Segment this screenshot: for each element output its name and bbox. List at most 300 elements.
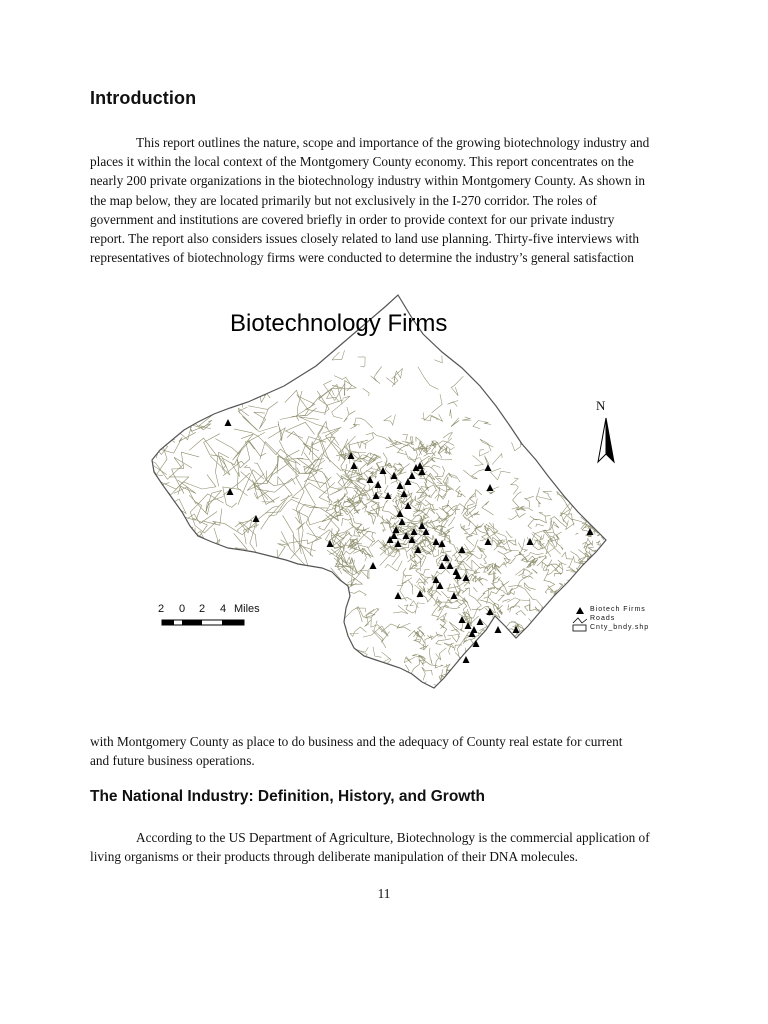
road-segment <box>573 578 581 584</box>
road-segment <box>528 432 540 442</box>
road-segment <box>556 674 563 686</box>
road-segment <box>341 493 346 499</box>
road-segment <box>297 522 313 556</box>
road-segment <box>215 381 233 405</box>
road-segment <box>593 454 598 470</box>
road-segment <box>553 475 561 482</box>
road-segment <box>595 560 603 573</box>
road-segment <box>438 447 443 454</box>
road-segment <box>593 583 594 591</box>
road-segment <box>506 531 513 537</box>
road-segment <box>587 586 597 597</box>
road-segment <box>458 491 466 498</box>
road-segment <box>385 561 402 571</box>
road-segment <box>544 646 556 652</box>
road-segment <box>585 667 587 669</box>
road-segment <box>492 454 502 465</box>
road-segment <box>431 490 436 498</box>
road-segment <box>579 547 589 557</box>
road-segment <box>343 608 366 628</box>
road-segment <box>469 662 473 671</box>
road-segment <box>358 647 368 652</box>
road-segment <box>508 515 518 520</box>
road-segment <box>585 377 593 384</box>
road-segment <box>150 514 172 539</box>
road-segment <box>372 532 375 542</box>
road-segment <box>539 641 552 647</box>
biotech-firm-marker <box>399 518 406 525</box>
road-segment <box>584 634 591 642</box>
road-segment <box>510 654 512 657</box>
road-segment <box>552 624 570 630</box>
road-segment <box>558 485 569 494</box>
road-segment <box>238 408 248 416</box>
road-segment <box>156 489 170 506</box>
road-segment <box>530 516 546 523</box>
intro-paragraph <box>90 133 680 267</box>
road-segment <box>491 690 500 696</box>
biotech-firm-marker <box>370 562 377 569</box>
road-segment <box>365 433 374 444</box>
biotech-firm-marker <box>411 528 418 535</box>
road-segment <box>511 478 519 494</box>
road-segment <box>473 421 491 429</box>
road-segment <box>286 422 315 438</box>
road-segment <box>523 636 530 643</box>
biotech-firm-marker <box>395 592 402 599</box>
road-segment <box>353 518 362 525</box>
road-segment <box>386 377 398 387</box>
road-segment <box>371 540 385 554</box>
road-segment <box>354 418 373 428</box>
road-segment <box>487 656 499 671</box>
road-segment <box>306 391 329 413</box>
road-segment <box>476 670 487 687</box>
road-segment <box>581 639 593 647</box>
road-segment <box>411 685 414 689</box>
road-segment <box>346 673 363 685</box>
road-segment <box>583 662 589 672</box>
road-segment <box>593 668 602 676</box>
biotech-firm-marker <box>409 472 416 479</box>
road-segment <box>577 399 592 402</box>
road-segment <box>519 508 533 511</box>
road-segment <box>411 470 412 473</box>
road-segment <box>454 555 464 564</box>
road-segment <box>344 446 362 462</box>
road-segment <box>463 612 468 618</box>
road-segment <box>578 669 582 671</box>
biotech-firm-marker <box>447 562 454 569</box>
road-segment <box>559 622 568 631</box>
biotech-firm-marker <box>401 490 408 497</box>
road-segment <box>507 640 519 653</box>
biotech-firm-marker <box>459 546 466 553</box>
road-segment <box>435 527 455 534</box>
road-segment <box>523 675 528 685</box>
section-heading-introduction: Introduction <box>90 88 197 108</box>
text-line: living organisms or their products through deliberate manipulation of their DNA molecules. <box>90 849 578 865</box>
road-segment <box>397 574 404 586</box>
road-segment <box>537 556 546 566</box>
road-segment <box>560 362 566 367</box>
road-segment <box>591 652 604 662</box>
road-segment <box>513 658 521 669</box>
road-segment <box>588 584 607 593</box>
road-segment <box>507 361 509 369</box>
road-segment <box>418 577 430 585</box>
road-segment <box>566 384 579 396</box>
road-segment <box>254 464 277 499</box>
road-segment <box>397 624 411 631</box>
biotech-firm-marker <box>451 592 458 599</box>
road-segment <box>522 651 551 663</box>
road-segment <box>318 422 341 471</box>
scale-tick-label: 0 <box>179 603 186 615</box>
road-segment <box>594 633 601 639</box>
road-segment <box>545 416 566 432</box>
road-segment <box>161 492 168 515</box>
road-segment <box>604 563 610 569</box>
road-segment <box>434 356 442 363</box>
road-segment <box>328 504 348 512</box>
road-segment <box>600 679 604 683</box>
road-segment <box>386 440 402 448</box>
road-segment <box>585 507 597 521</box>
road-segment <box>301 437 326 456</box>
road-segment <box>411 660 419 674</box>
road-segment <box>322 641 335 657</box>
road-segment <box>471 637 476 640</box>
road-segment <box>432 394 443 413</box>
road-segment <box>567 675 574 681</box>
road-segment <box>490 678 502 690</box>
road-segment <box>239 407 278 432</box>
road-segment <box>156 412 175 432</box>
road-segment <box>563 445 583 463</box>
road-segment <box>606 590 611 604</box>
road-segment <box>443 433 452 440</box>
road-segment <box>299 417 339 446</box>
road-segment <box>521 660 531 667</box>
road-segment <box>552 648 563 657</box>
text-line: government and institutions are covered briefly in order to provide context for our private industry <box>90 211 615 227</box>
road-segment <box>579 685 593 693</box>
road-segment <box>474 567 480 573</box>
road-segment <box>568 567 575 571</box>
road-segment <box>547 346 557 354</box>
road-segment <box>189 438 218 457</box>
road-segment <box>560 686 566 696</box>
scale-bar <box>162 620 244 625</box>
road-segment <box>588 670 599 676</box>
road-segment <box>377 680 387 688</box>
road-segment <box>186 407 212 428</box>
road-segment <box>592 682 598 683</box>
road-segment <box>596 483 614 493</box>
road-segment <box>474 656 477 662</box>
road-segment <box>587 589 596 594</box>
road-segment <box>496 639 502 645</box>
road-segment <box>446 675 452 684</box>
road-segment <box>600 477 619 493</box>
road-segment <box>562 611 573 622</box>
road-segment <box>474 587 478 592</box>
road-segment <box>490 468 510 480</box>
road-segment <box>342 518 352 525</box>
road-segment <box>150 398 162 408</box>
text-line: report. The report also considers issues closely related to land use planning. Thirty-five interviews with <box>90 231 639 247</box>
text-line: and future business operations. <box>90 753 255 769</box>
biotech-firm-marker <box>423 528 430 535</box>
road-segment <box>238 470 264 505</box>
road-segment <box>569 650 570 655</box>
road-segment <box>441 684 447 688</box>
road-segment <box>526 562 531 568</box>
road-segment <box>593 558 604 563</box>
road-segment <box>435 658 443 668</box>
road-segment <box>542 628 550 635</box>
road-segment <box>154 384 162 458</box>
road-segment <box>560 668 572 686</box>
road-segment <box>543 565 549 581</box>
road-segment <box>561 624 563 625</box>
road-segment <box>352 683 365 695</box>
biotech-firm-marker <box>439 562 446 569</box>
road-segment <box>248 402 278 410</box>
road-segment <box>508 644 531 660</box>
road-segment <box>223 461 244 476</box>
road-segment <box>446 644 454 655</box>
road-segment <box>338 469 361 487</box>
road-segment <box>586 587 592 592</box>
road-segment <box>603 523 609 533</box>
road-segment <box>430 648 433 665</box>
road-segment <box>521 356 545 375</box>
road-segment <box>543 678 551 688</box>
road-segment <box>410 555 417 565</box>
biotech-firm-marker <box>487 484 494 491</box>
road-segment <box>436 568 450 574</box>
road-segment <box>439 489 452 498</box>
road-segment <box>280 391 302 420</box>
road-segment <box>543 522 559 532</box>
road-segment <box>512 492 522 509</box>
road-segment <box>574 495 585 499</box>
text-line: According to the US Department of Agriculture, Biotechnology is the commercial application of <box>136 830 650 845</box>
section-heading-national-industry: The National Industry: Definition, History, and Growth <box>90 788 485 805</box>
page-number: 11 <box>377 886 391 901</box>
road-segment <box>518 586 545 610</box>
road-segment <box>559 629 572 638</box>
scale-tick-label: 2 <box>199 603 206 615</box>
road-segment <box>336 654 358 669</box>
road-segment <box>504 558 516 564</box>
road-segment <box>608 682 611 690</box>
road-segment <box>549 669 556 682</box>
road-segment <box>448 681 462 686</box>
road-segment <box>241 432 265 442</box>
road-segment <box>552 411 559 422</box>
road-segment <box>330 430 339 442</box>
road-segment <box>381 522 388 532</box>
road-segment <box>197 536 202 563</box>
road-segment <box>332 350 345 360</box>
road-segment <box>511 662 521 670</box>
road-segment <box>597 630 600 642</box>
road-segment <box>278 477 293 501</box>
road-segment <box>560 459 575 481</box>
road-segment <box>165 527 194 536</box>
road-segment <box>516 682 523 690</box>
road-segment <box>564 488 582 496</box>
road-segment <box>488 652 495 661</box>
road-segment <box>564 475 573 484</box>
road-segment <box>400 598 412 601</box>
biotech-firm-marker <box>380 467 387 474</box>
road-segment <box>529 618 548 628</box>
road-segment <box>585 574 595 581</box>
biotech-firm-marker <box>487 608 494 615</box>
north-label: N <box>596 398 606 413</box>
road-segment <box>449 683 454 694</box>
road-segment <box>503 599 510 602</box>
road-segment <box>465 678 473 684</box>
road-segment <box>568 687 575 694</box>
road-segment <box>332 626 341 632</box>
road-segment <box>586 630 589 636</box>
road-segment <box>467 551 482 558</box>
road-segment <box>580 391 594 411</box>
scale-unit-label: Miles <box>234 603 260 615</box>
road-segment <box>485 456 490 467</box>
map-title: Biotechnology Firms <box>230 310 448 337</box>
road-segment <box>485 686 496 695</box>
road-segment <box>563 514 572 526</box>
road-segment <box>538 620 550 630</box>
road-segment <box>292 395 317 417</box>
road-segment <box>490 632 506 643</box>
road-segment <box>562 637 571 646</box>
road-segment <box>415 496 416 501</box>
road-segment <box>537 495 552 500</box>
road-segment <box>482 501 494 515</box>
road-segment <box>539 621 552 636</box>
biotech-firm-marker <box>471 626 478 633</box>
road-segment <box>516 611 526 616</box>
biotech-firm-marker <box>351 462 358 469</box>
road-segment <box>448 685 457 694</box>
road-segment <box>466 514 479 546</box>
road-segment <box>598 521 603 526</box>
road-segment <box>420 660 437 666</box>
text-line: This report outlines the nature, scope and importance of the growing biotechnology industry and <box>136 135 650 150</box>
text-line: places it within the local context of the Montgomery County economy. This report concentrates on the <box>90 154 634 170</box>
road-segment <box>357 608 363 622</box>
road-segment <box>524 583 535 591</box>
road-segment <box>373 647 382 658</box>
road-segment <box>424 577 435 578</box>
road-segment <box>424 520 435 527</box>
road-segment <box>307 479 335 502</box>
road-segment <box>522 651 562 662</box>
road-segment <box>464 518 470 527</box>
road-segment <box>517 645 524 652</box>
road-segment <box>230 379 253 397</box>
road-segment <box>521 389 541 401</box>
road-segment <box>431 632 443 640</box>
road-segment <box>350 627 366 636</box>
road-segment <box>494 612 500 618</box>
road-segment <box>545 668 552 681</box>
road-segment <box>449 672 458 675</box>
road-segment <box>539 671 545 684</box>
road-segment <box>382 500 396 517</box>
road-segment <box>586 355 611 380</box>
road-segment <box>403 434 408 440</box>
road-segment <box>534 686 549 695</box>
intro-continuation-paragraph <box>90 732 680 770</box>
road-segment <box>462 417 471 420</box>
road-segment <box>254 410 268 430</box>
road-segment <box>585 459 598 470</box>
road-segment <box>596 541 600 546</box>
road-segment <box>550 536 564 550</box>
road-segment <box>585 592 589 596</box>
road-segment <box>585 464 595 477</box>
road-segment <box>442 547 451 553</box>
road-segment <box>319 385 343 406</box>
road-segment <box>532 687 546 695</box>
road-segment <box>549 592 557 612</box>
road-segment <box>565 636 584 641</box>
road-segment <box>593 668 599 677</box>
road-segment <box>448 517 455 526</box>
road-segment <box>481 632 492 657</box>
road-segment <box>516 690 527 695</box>
road-segment <box>511 577 526 591</box>
road-segment <box>574 576 583 582</box>
road-segment <box>528 519 538 529</box>
road-segment <box>418 367 439 390</box>
road-segment <box>532 654 553 670</box>
road-segment <box>150 521 169 548</box>
road-segment <box>195 386 229 402</box>
biotech-firm-marker <box>463 656 470 663</box>
road-segment <box>583 445 598 457</box>
road-segment <box>530 616 551 634</box>
road-segment <box>150 518 166 526</box>
road-segment <box>436 639 451 645</box>
road-segment <box>513 655 519 662</box>
road-segment <box>544 638 549 649</box>
road-segment <box>591 514 597 521</box>
road-segment <box>185 416 211 431</box>
road-segment <box>268 428 303 459</box>
road-segment <box>518 569 530 576</box>
road-segment <box>576 533 579 535</box>
road-segment <box>514 539 516 546</box>
road-segment <box>363 531 376 534</box>
road-segment <box>532 569 537 574</box>
road-segment <box>473 456 484 466</box>
road-segment <box>512 391 526 404</box>
road-segment <box>363 388 369 396</box>
road-segment <box>331 441 342 455</box>
road-segment <box>433 688 435 693</box>
road-segment <box>422 667 433 680</box>
road-segment <box>441 591 450 598</box>
